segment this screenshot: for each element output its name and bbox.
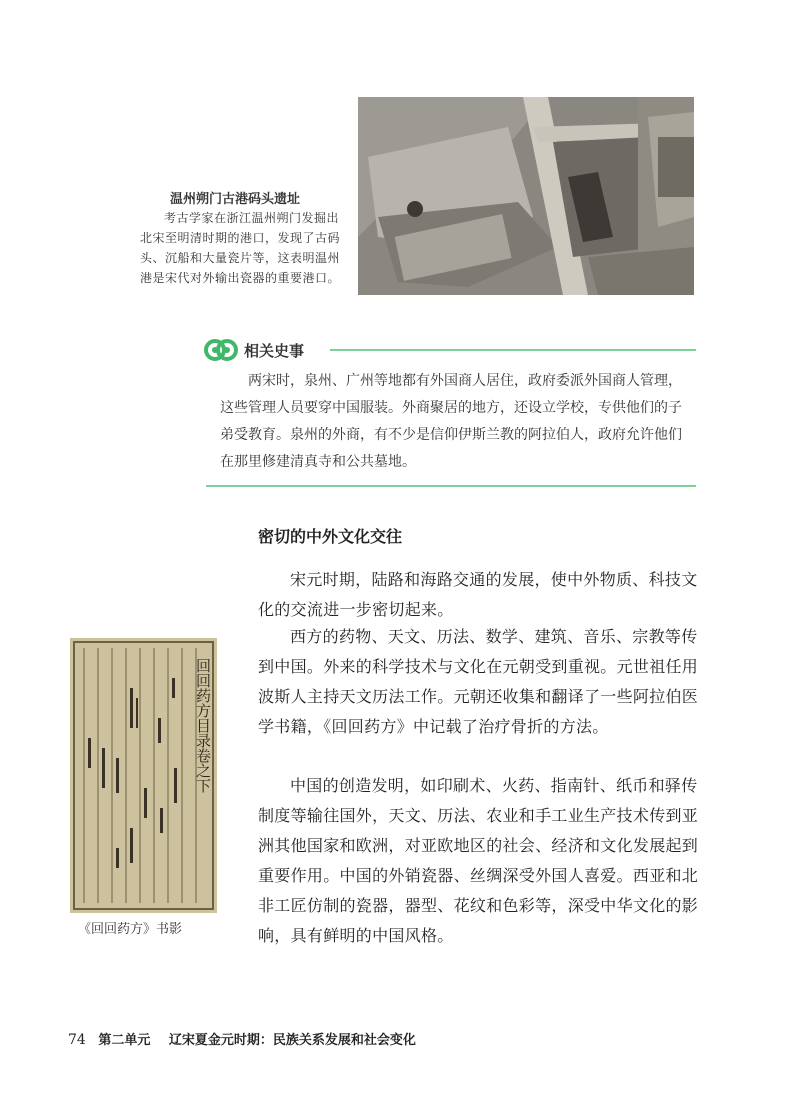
section-title: 密切的中外文化交往 (258, 527, 403, 546)
body-paragraph: 西方的药物、天文、历法、数学、建筑、音乐、宗教等传到中国。外来的科学技术与文化在元朝受到重视。元世祖任用波斯人主持天文历法工作。元朝还收集和翻译了一些阿拉伯医学书籍，《回回药方》中记载了治疗骨折的方法。 (258, 627, 699, 736)
page-footer (68, 1029, 416, 1048)
body-paragraph: 宋元时期，陆路和海路交通的发展，使中外物质、科技文化的交流进一步密切起来。 (258, 570, 698, 619)
related-history-text: 两宋时，泉州、广州等地都有外国商人居住，政府委派外国商人管理，这些管理人员要穿中国服装。外商聚居的地方，还设立学校，专供他们的子弟受教育。泉州的外商，有不少是信仰伊斯兰教的阿拉伯人，政府允许他们在那里修建清真寺和公共墓地。 (220, 373, 682, 470)
related-bottom-divider (206, 485, 696, 487)
archaeological-site-photo (358, 97, 694, 295)
related-history-title: 相关史事 (244, 342, 305, 360)
photo-caption-text: 考古学家在浙江温州朔门发掘出北宋至明清时期的港口，发现了古码头、沉船和大量瓷片等，这表明温州港是宋代对外输出瓷器的重要港口。 (140, 211, 341, 285)
photo-caption-title: 温州朔门古港码头遗址 (170, 192, 301, 207)
book-title-text: 回回药方目录卷之下 (194, 658, 212, 793)
book-image-caption: 《回回药方》书影 (78, 922, 183, 937)
page-number: 74 (68, 1032, 86, 1048)
huihui-yaofang-book-image (70, 638, 217, 913)
unit-label: 第二单元 (98, 1033, 151, 1048)
related-top-divider (330, 349, 696, 351)
body-paragraph: 中国的创造发明，如印刷术、火药、指南针、纸币和驿传制度等输往国外，天文、历法、农业和手工业生产技术传到亚洲其他国家和欧洲，对亚欧地区的社会、经济和文化发展起到重要作用。中国的外销瓷器、丝绸深受外国人喜爱。西亚和北非工匠仿制的瓷器，器型、花纹和色彩等，深受中华文化的影响，具有鲜明的中国风格。 (258, 776, 699, 945)
related-history-icon (204, 334, 238, 366)
unit-title: 辽宋夏金元时期：民族关系发展和社会变化 (168, 1033, 416, 1048)
